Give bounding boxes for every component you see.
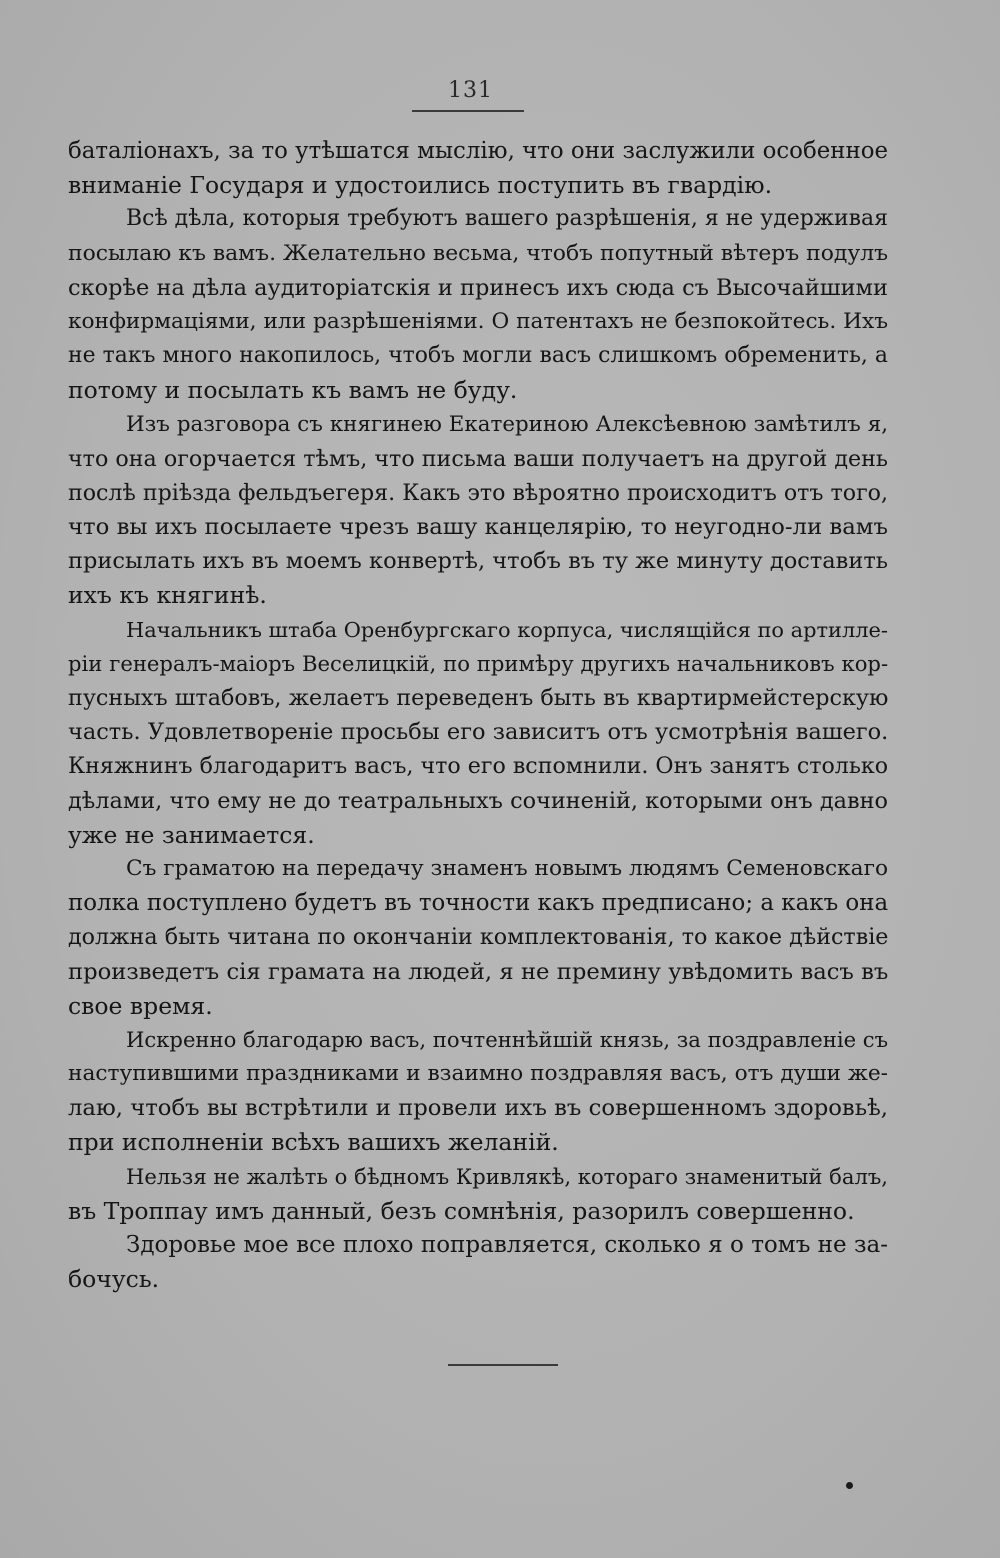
page-number: 131 [448, 78, 493, 103]
text-line: присылать ихъ въ моемъ конвертѣ, чтобъ въ ту же минуту доставить [68, 548, 888, 575]
text-line: не такъ много накопилось, чтобъ могли васъ слишкомъ обременить, а [68, 343, 888, 369]
text-line: послѣ пріѣзда фельдъегеря. Какъ это вѣроятно происходитъ отъ того, [68, 479, 888, 506]
text-line: ріи генералъ-маіоръ Веселицкій, по примѣру другихъ начальниковъ кор- [68, 650, 889, 676]
text-line: Искренно благодарю васъ, почтеннѣйшій князь, за поздравленіе съ [126, 1026, 889, 1052]
text-line: что она огорчается тѣмъ, что письма ваши получаетъ на другой день [68, 445, 888, 472]
text-line: ихъ къ княгинѣ. [68, 581, 267, 610]
text-line: посылаю къ вамъ. Желательно весьма, чтобъ попутный вѣтеръ подулъ [68, 240, 888, 266]
text-line: дѣлами, что ему не до театральныхъ сочиненій, которыми онъ давно [68, 787, 888, 814]
text-line: Всѣ дѣла, которыя требуютъ вашего разрѣшенія, я не удерживая [126, 206, 888, 232]
text-line: конфирмаціями, или разрѣшеніями. О патентахъ не безпокойтесь. Ихъ [68, 308, 888, 334]
header-rule [412, 110, 524, 112]
text-line: баталіонахъ, за то утѣшатся мыслію, что они заслужили особенное [68, 138, 888, 164]
text-line: что вы ихъ посылаете чрезъ вашу канцелярію, то неугодно-ли вамъ [68, 514, 888, 541]
text-line: потому и посылать къ вамъ не буду. [68, 376, 518, 405]
text-line: Съ граматою на передачу знаменъ новымъ людямъ Семеновскаго [126, 855, 888, 881]
text-line: Здоровье мое все плохо поправляется, сколько я о томъ не за- [126, 1232, 888, 1258]
text-line: наступившими праздниками и взаимно поздравляя васъ, отъ души же- [68, 1061, 888, 1087]
text-line: уже не занимается. [68, 820, 315, 849]
text-line: Нельзя не жалѣть о бѣдномъ Кривлякѣ, котораго знаменитый балъ, [126, 1163, 888, 1189]
text-line: въ Троппау имъ данный, безъ сомнѣнія, разорилъ совершенно. [68, 1196, 855, 1225]
text-line: Начальникъ штаба Оренбургскаго корпуса, числящійся по артилле- [126, 617, 888, 642]
text-line: свое время. [68, 991, 213, 1020]
text-line: пусныхъ штабовъ, желаетъ переведенъ быть въ квартирмейстерскую [68, 685, 889, 711]
ink-mark [846, 1482, 853, 1489]
text-line: часть. Удовлетвореніе просьбы его зависитъ отъ усмотрѣнія вашего. [68, 719, 889, 746]
text-line: вниманіе Государя и удостоились поступить въ гвардію. [68, 171, 773, 200]
text-line: произведетъ сія грамата на людей, я не премину увѣдомить васъ въ [68, 958, 889, 985]
text-line: лаю, чтобъ вы встрѣтили и провели ихъ въ совершенномъ здоровьѣ, [68, 1095, 889, 1122]
text-line: бочусь. [68, 1265, 160, 1294]
text-line: Княжнинъ благодаритъ васъ, что его вспомнили. Онъ занятъ столько [68, 753, 889, 780]
closing-rule [448, 1364, 558, 1366]
body-text [68, 134, 888, 1296]
text-line: полка поступлено будетъ въ точности какъ предписано; а какъ она [68, 890, 889, 917]
text-line: при исполненіи всѣхъ вашихъ желаній. [68, 1128, 559, 1157]
text-line: Изъ разговора съ княгинею Екатериною Алексѣевною замѣтилъ я, [126, 411, 888, 437]
text-line: должна быть читана по окончаніи комплектованія, то какое дѣйствіе [68, 924, 889, 951]
text-line: скорѣе на дѣла аудиторіатскія и принесъ ихъ сюда съ Высочайшими [68, 274, 888, 301]
